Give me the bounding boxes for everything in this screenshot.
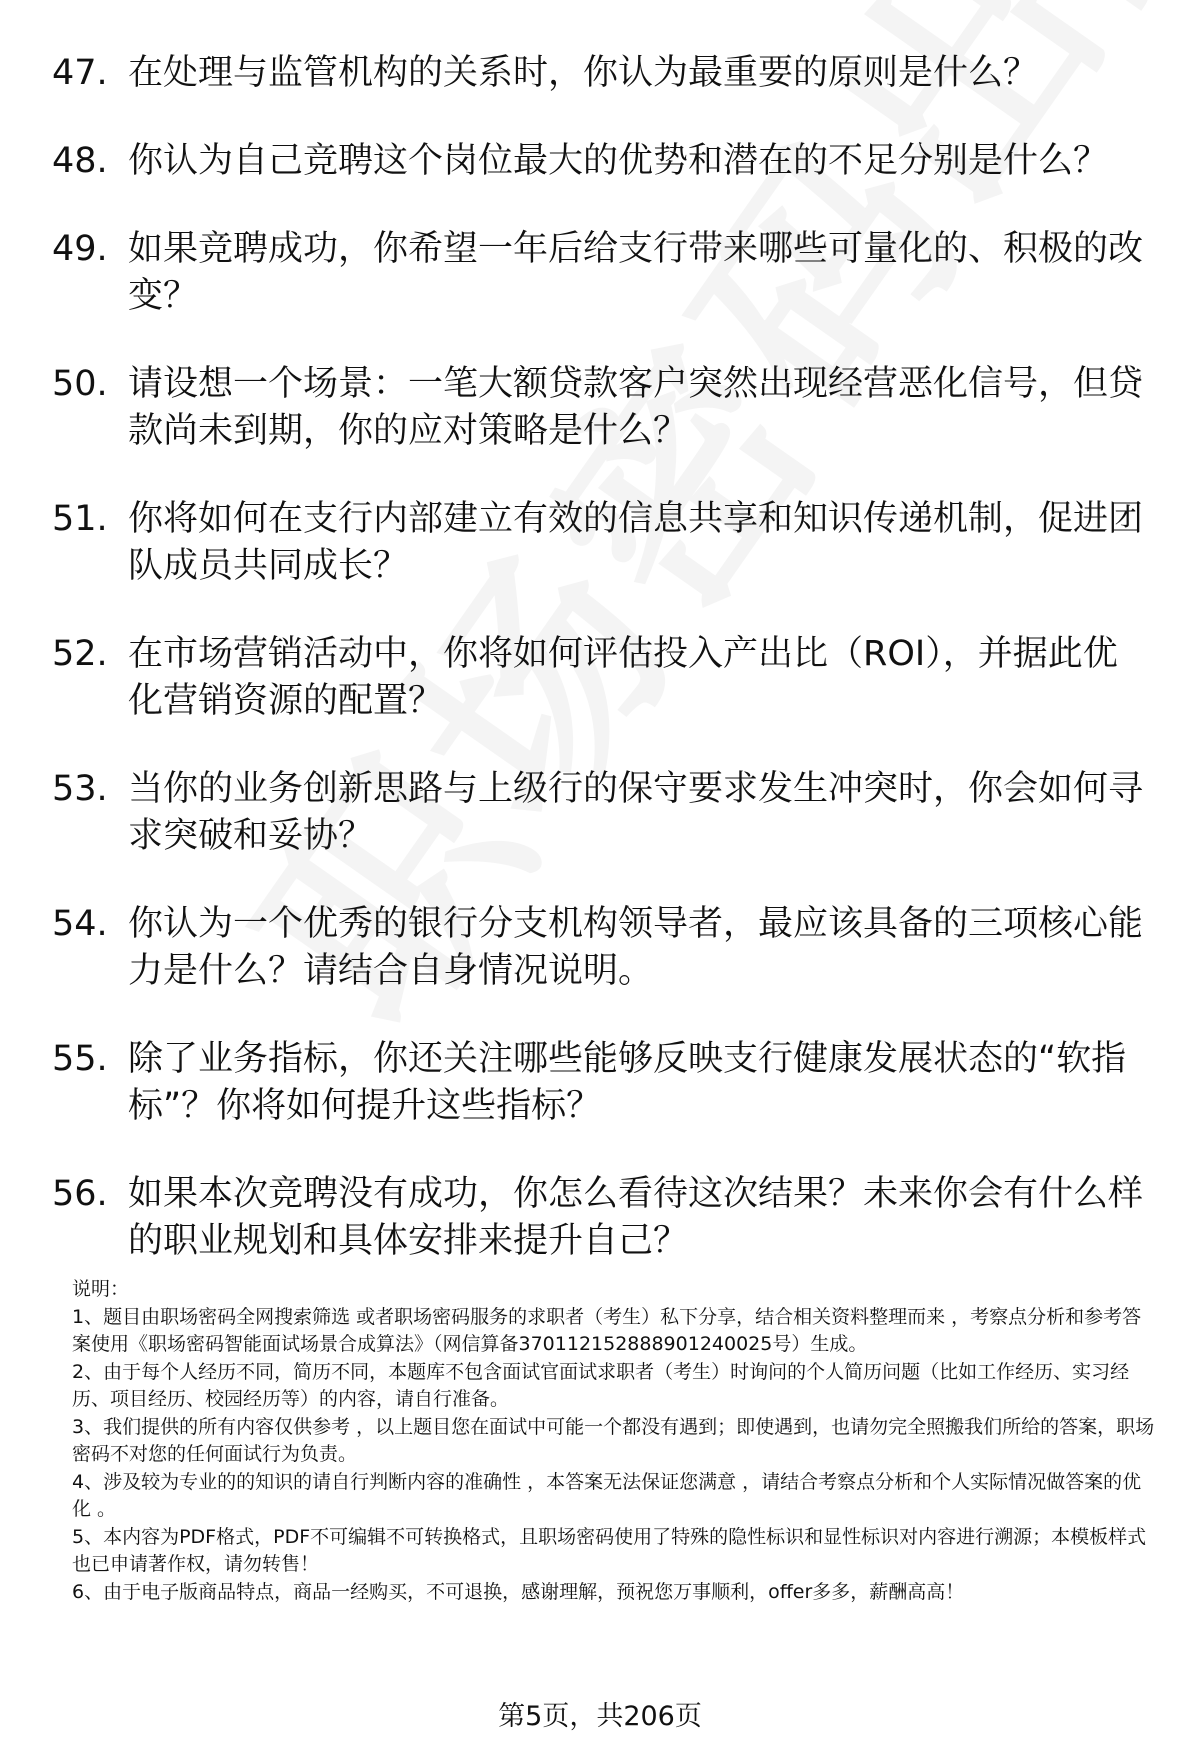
question-item: [52, 50, 1152, 97]
question-text: 除了业务指标，你还关注哪些能够反映支行健康发展状态的“软指标”？你将如何提升这些指标？: [128, 1039, 1127, 1126]
note-item: 5、本内容为PDF格式，PDF不可编辑不可转换格式，且职场密码使用了特殊的隐性标识和显性标识对内容进行溯源；本模板样式也已申请著作权，请勿转售！: [72, 1525, 1147, 1575]
question-text: 请设想一个场景：一笔大额贷款客户突然出现经营恶化信号，但贷款尚未到期，你的应对策略是什么？: [128, 364, 1144, 451]
notes-heading: 说明：: [72, 1278, 130, 1300]
question-item: [52, 631, 1152, 725]
question-text: 当你的业务创新思路与上级行的保守要求发生冲突时，你会如何寻求突破和妥协？: [128, 769, 1144, 856]
question-item: [52, 766, 1152, 860]
note-item: 2、由于每个人经历不同，简历不同，本题库不包含面试官面试求职者（考生）时询问的个人简历问题（比如工作经历、实习经历、项目经历、校园经历等）的内容，请自行准备。: [72, 1360, 1130, 1410]
question-number: 53.: [52, 769, 108, 809]
question-item: [52, 1036, 1152, 1130]
question-number: 54.: [52, 904, 108, 944]
question-number: 48.: [52, 141, 108, 181]
question-number: 49.: [52, 229, 108, 269]
page-number: 第5页，共206页: [498, 1701, 702, 1732]
question-text: 如果本次竞聘没有成功，你怎么看待这次结果？未来你会有什么样的职业规划和具体安排来提升自己？: [128, 1174, 1144, 1261]
note-item: 3、我们提供的所有内容仅供参考 ，以上题目您在面试中可能一个都没有遇到；即使遇到，也请勿完全照搬我们所给的答案，职场密码不对您的任何面试行为负责。: [72, 1415, 1155, 1465]
question-number: 51.: [52, 499, 108, 539]
question-number: 50.: [52, 364, 108, 404]
note-item: 4、涉及较为专业的的知识的请自行判断内容的准确性 ，本答案无法保证您满意 ，请结合考察点分析和个人实际情况做答案的优化 。: [72, 1470, 1142, 1520]
question-item: [52, 1171, 1152, 1265]
question-text: 在市场营销活动中，你将如何评估投入产出比（ROI），并据此优化营销资源的配置？: [128, 634, 1118, 721]
question-list: [52, 50, 1152, 1306]
notes-section: [72, 1276, 1160, 1606]
question-number: 55.: [52, 1039, 108, 1079]
question-text: 在处理与监管机构的关系时，你认为最重要的原则是什么？: [128, 53, 1039, 93]
question-text: 你认为自己竞聘这个岗位最大的优势和潜在的不足分别是什么？: [128, 141, 1109, 181]
question-number: 47.: [52, 53, 108, 93]
note-item: 1、题目由职场密码全网搜索筛选 或者职场密码服务的求职者（考生）私下分享，结合相关资料整理而来 ，考察点分析和参考答案使用《职场密码智能面试场景合成算法》（网信算备370112152888901240025号）生成。: [72, 1305, 1142, 1355]
question-text: 你将如何在支行内部建立有效的信息共享和知识传递机制，促进团队成员共同成长？: [128, 499, 1144, 586]
question-item: [52, 138, 1152, 185]
question-item: [52, 361, 1152, 455]
question-item: [52, 496, 1152, 590]
question-number: 52.: [52, 634, 108, 674]
question-number: 56.: [52, 1174, 108, 1214]
question-item: [52, 226, 1152, 320]
question-item: [52, 901, 1152, 995]
question-text: 你认为一个优秀的银行分支机构领导者，最应该具备的三项核心能力是什么？请结合自身情况说明。: [128, 904, 1144, 991]
question-text: 如果竞聘成功，你希望一年后给支行带来哪些可量化的、积极的改变？: [128, 229, 1144, 316]
note-item: 6、由于电子版商品特点，商品一经购买，不可退换，感谢理解，预祝您万事顺利，offer多多，薪酬高高！: [72, 1580, 965, 1603]
